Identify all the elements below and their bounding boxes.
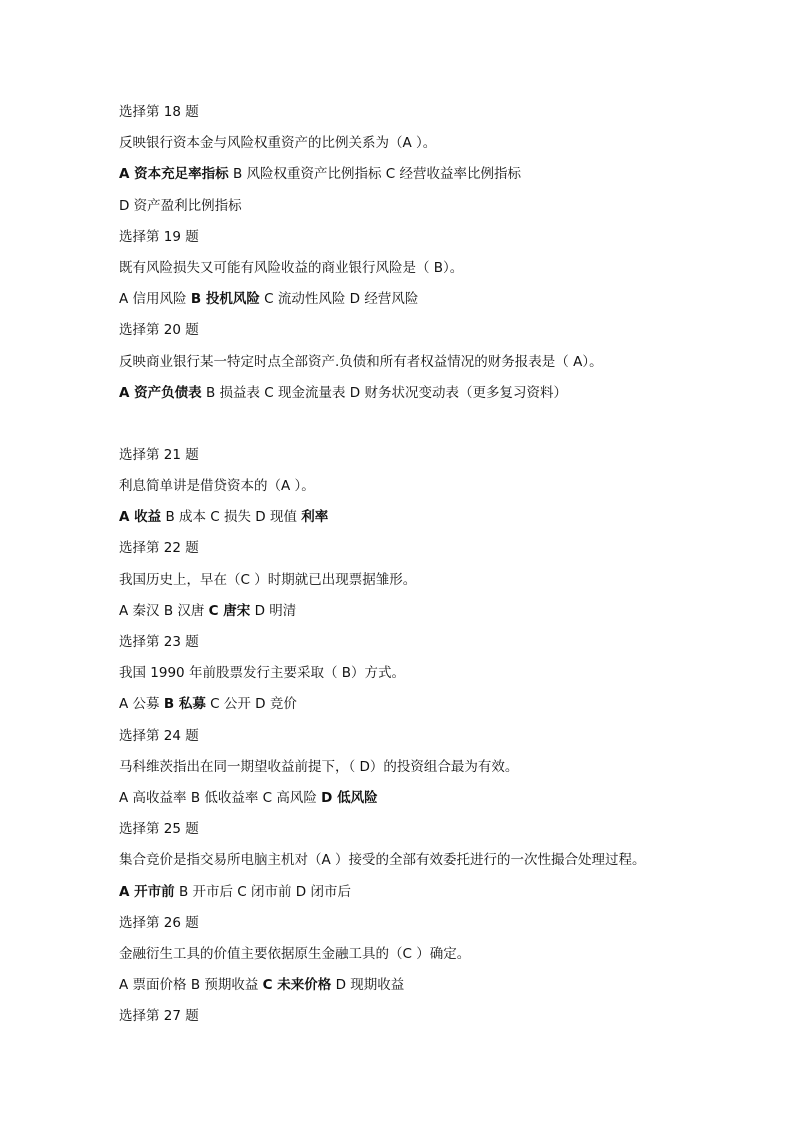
answer-option: A 开市前	[119, 883, 175, 900]
option-text: D 现期收益	[331, 977, 405, 994]
answer-option: C 未来价格	[262, 977, 332, 994]
question-24-options	[119, 788, 719, 808]
option-text: A 信用风险	[119, 291, 191, 308]
question-20-text: 反映商业银行某一特定时点全部资产.负债和所有者权益情况的财务报表是（ A）。	[119, 353, 603, 370]
answer-option: A 资产负债表	[119, 384, 202, 401]
question-21-text: 利息简单讲是借贷资本的（A ）。	[119, 478, 315, 495]
question-22-text: 我国历史上，早在（C ）时期就已出现票据雏形。	[119, 571, 417, 588]
question-22-header: 选择第 22 题	[119, 540, 199, 557]
question-19-text: 既有风险损失又可能有风险收益的商业银行风险是（ B）。	[119, 259, 464, 276]
question-24-text: 马科维茨指出在同一期望收益前提下，（ D）的投资组合最为有效。	[119, 758, 519, 775]
question-18-options-cont: D 资产盈利比例指标	[119, 197, 242, 214]
question-19-header: 选择第 19 题	[119, 228, 199, 245]
question-20-header: 选择第 20 题	[119, 322, 199, 339]
question-25-text: 集合竞价是指交易所电脑主机对（A ）接受的全部有效委托进行的一次性撮合处理过程。	[119, 852, 646, 869]
answer-option: B 私募	[163, 696, 206, 713]
question-18-options	[119, 164, 719, 184]
question-25-options	[119, 882, 719, 902]
question-26-header: 选择第 26 题	[119, 914, 199, 931]
extra-bold-text: 利率	[301, 509, 329, 526]
option-text: B 损益表 C 现金流量表 D 财务状况变动表（更多复习资料）	[201, 384, 567, 401]
question-26-text: 金融衍生工具的价值主要依据原生金融工具的（C ）确定。	[119, 945, 471, 962]
question-26-options	[119, 975, 719, 995]
question-18-text: 反映银行资本金与风险权重资产的比例关系为（A ）。	[119, 135, 437, 152]
option-text: A 票面价格 B 预期收益	[119, 977, 263, 994]
question-18-header: 选择第 18 题	[119, 104, 199, 120]
option-text: B 开市后 C 闭市前 D 闭市后	[174, 883, 351, 900]
answer-option: D 低风险	[321, 789, 378, 806]
option-text: A 高收益率 B 低收益率 C 高风险	[119, 789, 322, 806]
option-text: D 明清	[250, 602, 297, 619]
answer-option: C 唐宋	[208, 602, 251, 619]
question-20-options	[119, 383, 719, 403]
question-25-header: 选择第 25 题	[119, 821, 199, 838]
option-text: C 流动性风险 D 经营风险	[259, 291, 419, 308]
question-23-options	[119, 694, 719, 714]
question-23-header: 选择第 23 题	[119, 634, 199, 650]
blank-gap	[119, 414, 719, 445]
option-text: B 成本 C 损失 D 现值	[161, 509, 302, 526]
option-text: B 风险权重资产比例指标 C 经营收益率比例指标	[228, 166, 522, 183]
option-text: A 秦汉 B 汉唐	[119, 602, 209, 619]
question-22-options	[119, 601, 719, 621]
question-19-options	[119, 289, 719, 309]
option-text: C 公开 D 竞价	[205, 696, 297, 713]
document-page	[119, 102, 719, 1037]
answer-option: A 资本充足率指标	[119, 166, 229, 183]
answer-option: B 投机风险	[190, 291, 260, 308]
question-23-text: 我国 1990 年前股票发行主要采取（ B）方式。	[119, 665, 405, 682]
question-21-header: 选择第 21 题	[119, 446, 199, 463]
answer-option: A 收益	[119, 509, 162, 526]
question-27-header: 选择第 27 题	[119, 1008, 199, 1025]
question-21-options	[119, 507, 719, 527]
option-text: A 公募	[119, 696, 164, 713]
question-24-header: 选择第 24 题	[119, 727, 199, 744]
